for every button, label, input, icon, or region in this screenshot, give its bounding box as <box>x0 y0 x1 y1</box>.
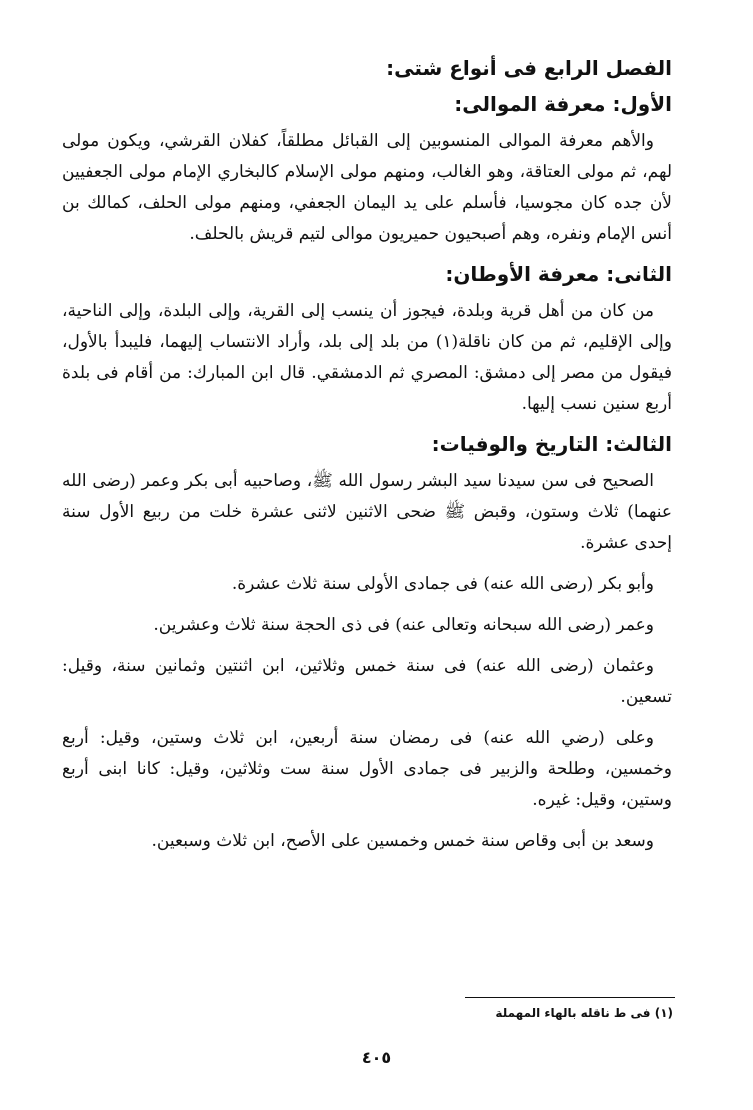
footnote: (١) فى ط ناقله بالهاء المهملة <box>495 1006 673 1020</box>
chapter-title: الفصل الرابع فى أنواع شتى: <box>386 56 672 80</box>
paragraph-mawali: والأهم معرفة الموالى المنسوبين إلى القبائل مطلقاً، كفلان القرشي، ويكون مولى لهم، ثم مولى العتاقة، وهو الغالب، ومنهم مولى الإسلام كالبخاري الإمام مولى الجعفيين لأن جده كان مجوسيا، فأسلم على يد اليمان الجعفي، ومنهم مولى الحلف، كمالك بن أنس الإمام ونفره، وهم أصبحيون حميريون موالى لتيم قريش بالحلف. <box>62 131 672 244</box>
paragraph-tarikh-umar: وعمر (رضى الله سبحانه وتعالى عنه) فى ذى الحجة سنة ثلاث وعشرين. <box>153 615 654 635</box>
paragraph-tarikh-saad: وسعد بن أبى وقاص سنة خمس وخمسين على الأصح، ابن ثلاث وسبعين. <box>151 831 654 851</box>
page-body <box>62 54 672 867</box>
paragraph-awtan: من كان من أهل قرية وبلدة، فيجوز أن ينسب إلى القرية، وإلى البلدة، وإلى الناحية، وإلى الإقليم، ثم من كان ناقلة(١) من بلد إلى بلد، وأراد الانتساب إليهما، فليبدأ بالأول، فيقول من مصر إلى دمشق: المصري ثم الدمشقي. قال ابن المبارك: من أقام فى بلدة أربع سنين نسب إليها. <box>62 301 672 414</box>
section-heading-mawali: الأول: معرفة الموالى: <box>454 92 672 116</box>
paragraph-tarikh-abubakr: وأبو بكر (رضى الله عنه) فى جمادى الأولى سنة ثلاث عشرة. <box>231 574 654 594</box>
section-heading-awtan: الثانى: معرفة الأوطان: <box>445 262 672 286</box>
page-number: ٤٠٥ <box>361 1048 392 1067</box>
paragraph-tarikh-uthman: وعثمان (رضى الله عنه) فى سنة خمس وثلاثين، ابن اثنتين وثمانين سنة، وقيل: تسعين. <box>62 656 672 707</box>
footnote-divider <box>465 997 675 998</box>
paragraph-tarikh-prophet: الصحيح فى سن سيدنا سيد البشر رسول الله ﷺ، وصاحبيه أبى بكر وعمر (رضى الله عنهما) ثلاث وستون، وقبض ﷺ ضحى الاثنين لاثنى عشرة خلت من ربيع الأول سنة إحدى عشرة. <box>62 471 672 553</box>
paragraph-tarikh-ali: وعلى (رضي الله عنه) فى رمضان سنة أربعين، ابن ثلاث وستين، وقيل: أربع وخمسين، وطلحة والزبير فى جمادى الأول سنة ست وثلاثين، وقيل: كانا ابنى أربع وستين، وقيل: غيره. <box>62 728 672 810</box>
section-heading-tarikh: الثالث: التاريخ والوفيات: <box>431 432 672 456</box>
